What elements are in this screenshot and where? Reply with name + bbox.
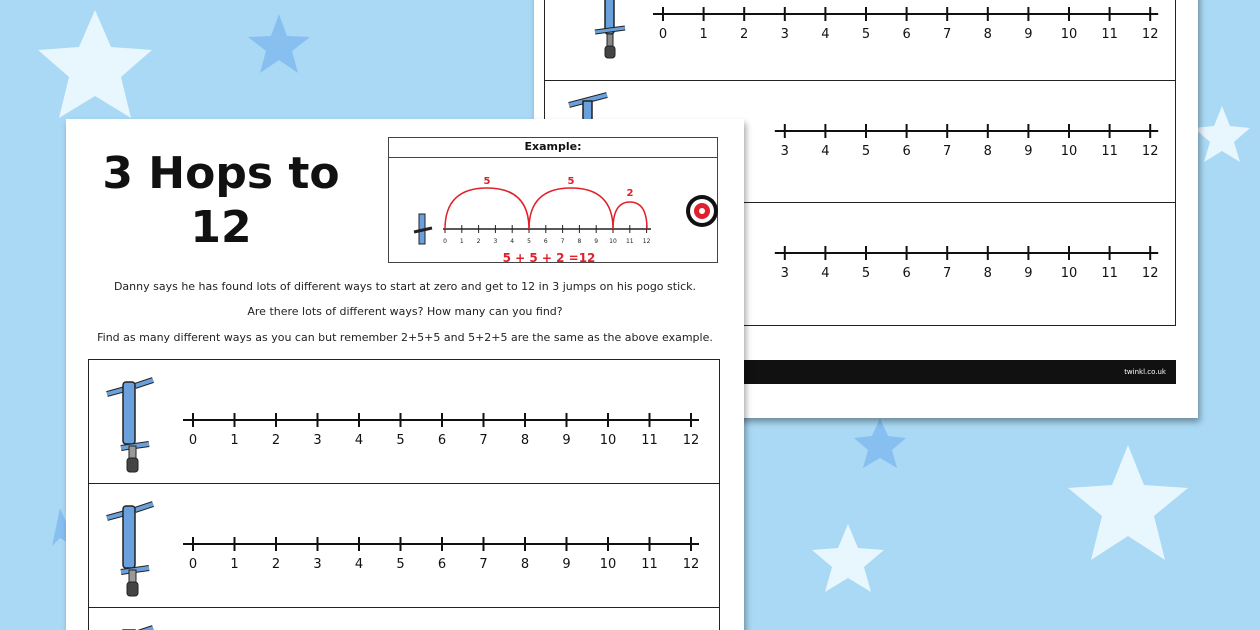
- front-worksheet: [66, 119, 744, 630]
- example-diagram: [389, 158, 717, 262]
- number-line: [649, 4, 1169, 44]
- example-tick-label: 12: [642, 238, 651, 245]
- number-line-label: 7: [943, 266, 952, 281]
- back-row-1: [544, 0, 1176, 82]
- number-line-label: 12: [682, 557, 700, 572]
- jump-arc: [445, 188, 529, 229]
- number-line-label: 7: [479, 433, 488, 448]
- example-tick-label: 9: [594, 238, 599, 245]
- number-line-label: 8: [520, 557, 530, 572]
- number-line-label: 3: [780, 144, 789, 159]
- number-line-label: 6: [902, 27, 911, 42]
- pogo-stick-icon: [99, 616, 159, 630]
- number-line-label: 8: [983, 144, 992, 159]
- number-line-label: 2: [271, 433, 281, 448]
- number-line-label: 8: [983, 266, 992, 281]
- number-line-label: 5: [861, 27, 871, 42]
- number-line-label: 7: [943, 144, 952, 159]
- example-tick-label: 4: [510, 238, 515, 245]
- number-line-label: 6: [437, 433, 447, 448]
- number-line-label: 11: [641, 433, 658, 448]
- star-icon: [248, 14, 310, 73]
- footer-bar: [744, 360, 1176, 384]
- number-line-label: 11: [1101, 144, 1118, 159]
- number-line-label: 12: [1141, 266, 1159, 281]
- number-line-label: 7: [943, 27, 952, 42]
- jump-label: 2: [626, 188, 634, 199]
- example-tick-label: 3: [493, 238, 498, 245]
- worksheet-title: [86, 147, 356, 255]
- number-line-label: 1: [699, 27, 708, 42]
- number-line-label: 0: [188, 433, 198, 448]
- number-line-label: 8: [520, 433, 530, 448]
- example-equation: 5 + 5 + 2 =12: [502, 251, 596, 262]
- number-line-label: 11: [641, 557, 658, 572]
- number-line-label: 12: [682, 433, 700, 448]
- instructions-paragraph-3: Find as many different ways as you can but remember 2+5+5 and 5+2+5 are the same as the above example.: [97, 331, 713, 344]
- number-line-label: 5: [396, 433, 405, 448]
- answer-row-1: [88, 359, 720, 485]
- number-line-label: 1: [230, 433, 239, 448]
- pogo-stick-icon: [585, 0, 645, 72]
- number-line-label: 10: [1060, 27, 1078, 42]
- number-line-label: 9: [562, 433, 571, 448]
- example-tick-label: 6: [543, 238, 548, 245]
- jump-arc: [613, 202, 647, 229]
- number-line-label: 6: [437, 557, 447, 572]
- jump-label: 5: [567, 176, 575, 187]
- number-line-label: 4: [821, 27, 830, 42]
- jump-label: 5: [483, 176, 491, 187]
- star-icon: [1194, 106, 1250, 162]
- number-line-label: 12: [1141, 27, 1159, 42]
- number-line-label: 10: [1060, 144, 1078, 159]
- number-line-label: 5: [861, 144, 871, 159]
- number-line-label: 3: [780, 27, 789, 42]
- number-line-label: 7: [479, 557, 488, 572]
- example-tick-label: 10: [609, 238, 617, 245]
- number-line-label: 0: [658, 27, 668, 42]
- target-icon: [685, 194, 719, 228]
- answer-row-3: [88, 607, 720, 630]
- number-line-label: 4: [821, 144, 830, 159]
- example-tick-label: 8: [577, 238, 582, 245]
- number-line-label: 3: [313, 433, 322, 448]
- example-tick-label: 1: [459, 238, 464, 245]
- number-line: [179, 410, 711, 450]
- number-line-label: 3: [313, 557, 322, 572]
- number-line-label: 2: [271, 557, 281, 572]
- star-icon: [1068, 445, 1188, 560]
- star-icon: [38, 10, 152, 118]
- example-tick-label: 7: [560, 238, 565, 245]
- number-line-label: 11: [1101, 27, 1118, 42]
- number-line-label: 5: [861, 266, 871, 281]
- example-tick-label: 2: [476, 238, 481, 245]
- pogo-stick-icon: [99, 368, 159, 476]
- number-line-label: 10: [599, 557, 617, 572]
- number-line-label: 0: [188, 557, 198, 572]
- number-line-label: 9: [1024, 266, 1033, 281]
- instructions-paragraph-1: Danny says he has found lots of different ways to start at zero and get to 12 in 3 jumps on his pogo stick.: [113, 280, 697, 293]
- pogo-stick-icon: [99, 492, 159, 600]
- example-tick-label: 11: [625, 238, 634, 245]
- footer-text: twinkl.co.uk: [1124, 368, 1166, 376]
- number-line-label: 10: [599, 433, 617, 448]
- title-line-2: 12: [190, 202, 252, 253]
- example-label: Example:: [389, 138, 717, 158]
- star-icon: [854, 418, 906, 468]
- number-line-label: 6: [902, 144, 911, 159]
- answer-row-2: [88, 483, 720, 609]
- jump-arc: [529, 188, 613, 229]
- instructions-paragraph-2: Are there lots of different ways? How many can you find?: [247, 305, 563, 318]
- number-line-label: 4: [354, 557, 364, 572]
- number-line-label: 10: [1060, 266, 1078, 281]
- number-line-label: 5: [396, 557, 405, 572]
- number-line-label: 11: [1101, 266, 1118, 281]
- number-line-label: 2: [740, 27, 749, 42]
- number-line: [179, 534, 711, 574]
- example-box: [388, 137, 718, 263]
- number-line-label: 12: [1141, 144, 1159, 159]
- number-line-label: 8: [983, 27, 992, 42]
- number-line-label: 4: [821, 266, 830, 281]
- number-line-label: 9: [562, 557, 571, 572]
- number-line-label: 3: [780, 266, 789, 281]
- number-line-label: 6: [902, 266, 911, 281]
- number-line-label: 1: [230, 557, 239, 572]
- number-line-label: 4: [354, 433, 364, 448]
- pogo-stick-icon: [414, 214, 432, 244]
- title-line-1: 3 Hops to: [102, 148, 340, 199]
- example-tick-label: 5: [527, 238, 531, 245]
- star-icon: [812, 524, 884, 592]
- number-line-label: 9: [1024, 144, 1033, 159]
- example-tick-label: 0: [443, 238, 447, 245]
- number-line-label: 9: [1024, 27, 1033, 42]
